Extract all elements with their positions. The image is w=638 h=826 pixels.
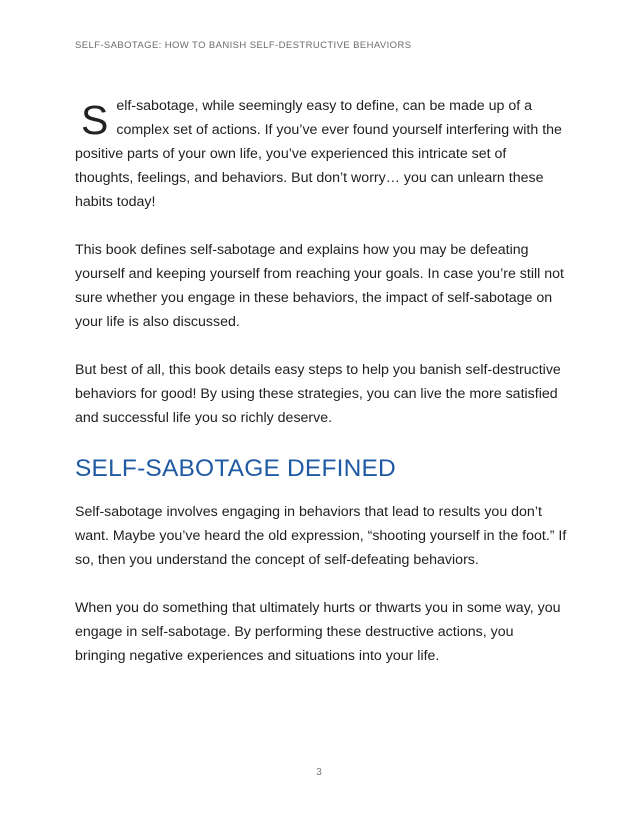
intro-paragraph-1-text: elf-sabotage, while seemingly easy to define, can be made up of a complex set of actions. If you’ve ever found yourself interfering with the positive parts of your own life, you’ve experienced this intricate set of thoughts, feelings, and behaviors. But don’t worry… you can unlearn these habits today! (75, 98, 562, 210)
page-content (75, 94, 567, 692)
intro-paragraph-3: But best of all, this book details easy steps to help you banish self-destructive behaviors for good! By using these strategies, you can live the more satisfied and successful life you so richly deserve. (75, 362, 561, 426)
section-paragraph-1: Self-sabotage involves engaging in behaviors that lead to results you don’t want. Maybe you’ve heard the old expression, “shooting yourself in the foot.” If so, then you understand the concept of self-defeating behaviors. (75, 504, 567, 568)
intro-paragraph-2: This book defines self-sabotage and explains how you may be defeating yourself and keeping yourself from reaching your goals. In case you’re still not sure whether you engage in these behaviors, the impact of self-sabotage on your life is also discussed. (75, 242, 564, 330)
section-heading: SELF-SABOTAGE DEFINED (75, 455, 396, 482)
running-header: SELF-SABOTAGE: HOW TO BANISH SELF-DESTRUCTIVE BEHAVIORS (75, 40, 412, 51)
page-number: 3 (316, 767, 322, 778)
section-paragraph-2: When you do something that ultimately hurts or thwarts you in some way, you engage in self-sabotage. By performing these destructive actions, you bringing negative experiences and situations into your life. (75, 600, 561, 664)
drop-cap: S (81, 97, 109, 143)
intro-paragraph-1 (75, 94, 567, 214)
